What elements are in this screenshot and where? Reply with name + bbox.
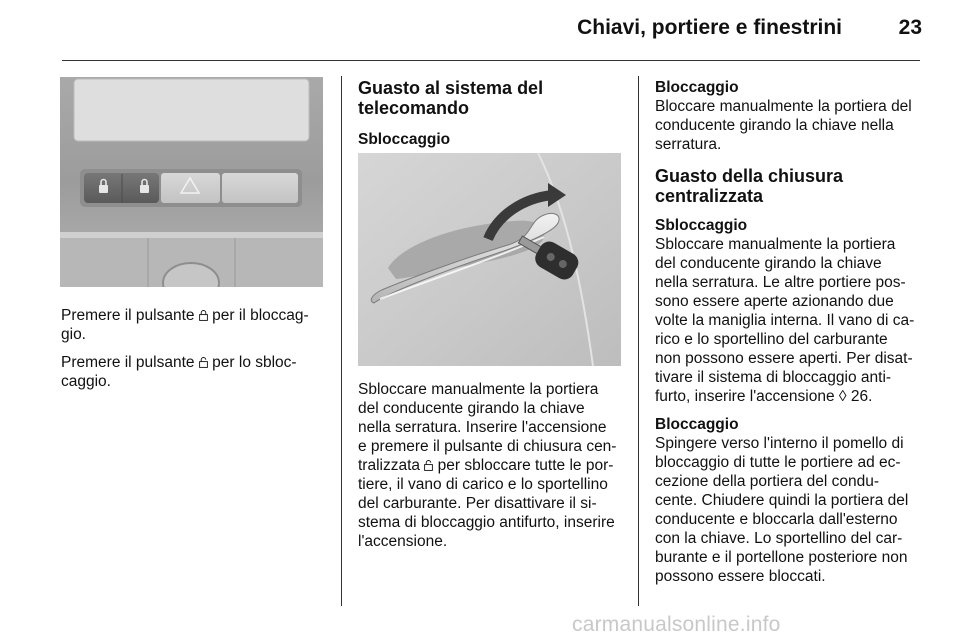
body-line: sono essere aperte azionando due: [655, 293, 894, 310]
body-line: bloccaggio di tutte le portiere ad ec-: [655, 454, 901, 471]
body-line: del conducente girando la chiave: [655, 255, 882, 272]
body-line: rico e lo sportellino del carburante: [655, 331, 888, 348]
page-title: Chiavi, portiere e finestrini: [577, 16, 842, 39]
section-heading-remote-failure: Guasto al sistema del telecomando: [358, 78, 544, 118]
body-line: del conducente girando la chiave: [358, 400, 585, 417]
body-line: conducente e bloccarla dall'esterno: [655, 511, 898, 528]
body-line: nella serratura. Inserire l'accensione: [358, 419, 607, 436]
body-line: non possono essere aperti. Per disat-: [655, 350, 913, 367]
body-line: tralizzata per sbloccare tutte le por-: [358, 457, 614, 474]
body-line: Spingere verso l'interno il pomello di: [655, 435, 904, 452]
body-line: cezione della portiera del condu-: [655, 473, 880, 490]
body-line: del carburante. Per disattivare il si-: [358, 495, 597, 512]
subheading-lock: Bloccaggio: [655, 416, 739, 433]
page-header: [0, 0, 960, 60]
door-handle-key-illustration: [358, 153, 621, 366]
body-line: Sbloccare manualmente la portiera: [655, 236, 896, 253]
body-line: Bloccare manualmente la portiera del: [655, 98, 912, 115]
body-line: cente. Chiudere quindi la portiera del: [655, 492, 909, 509]
column-divider-2: [638, 76, 639, 606]
watermark: carmanualsonline.info: [572, 613, 781, 636]
right-column: [655, 78, 923, 586]
dashboard-buttons-illustration: [60, 77, 323, 287]
body-line: conducente girando la chiave nella: [655, 117, 894, 134]
header-rule: [62, 60, 920, 61]
subheading-unlock: Sbloccaggio: [655, 217, 748, 234]
subheading-unlock: Sbloccaggio: [358, 131, 451, 148]
page-number: 23: [898, 16, 922, 39]
body-line: possono essere bloccati.: [655, 568, 826, 585]
lock-instruction: Premere il pulsante per il bloccag- gio.: [61, 307, 309, 343]
lock-open-icon: [199, 357, 208, 368]
middle-column: [358, 78, 628, 149]
body-line: con la chiave. Lo sportellino del car-: [655, 530, 903, 547]
body-line: furto, inserire l'accensione ◊ 26.: [655, 388, 873, 405]
body-line: l'accensione.: [358, 533, 448, 550]
body-line: e premere il pulsante di chiusura cen-: [358, 438, 617, 455]
subheading-lock: Bloccaggio: [655, 79, 739, 96]
lock-open-icon: [424, 460, 433, 471]
middle-body: [358, 380, 628, 551]
body-line: tivare il sistema di bloccaggio anti-: [655, 369, 892, 386]
section-heading-central-lock-failure: Guasto della chiusura centralizzata: [655, 166, 844, 206]
page-reference-icon: ◊: [838, 388, 847, 405]
body-line: Sbloccare manualmente la portiera: [358, 381, 599, 398]
body-line: nella serratura. Le altre portiere pos-: [655, 274, 906, 291]
body-line: stema di bloccaggio antifurto, inserire: [358, 514, 615, 531]
unlock-instruction: Premere il pulsante per lo sbloc- caggio.: [61, 354, 297, 390]
body-line: tiere, il vano di carico e lo sportellino: [358, 476, 608, 493]
body-line: serratura.: [655, 136, 722, 153]
body-line: volte la maniglia interna. Il vano di ca-: [655, 312, 915, 329]
lock-closed-icon: [199, 310, 208, 321]
body-line: burante e il portellone posteriore non: [655, 549, 908, 566]
column-divider-1: [341, 76, 342, 606]
left-column: [61, 306, 326, 400]
